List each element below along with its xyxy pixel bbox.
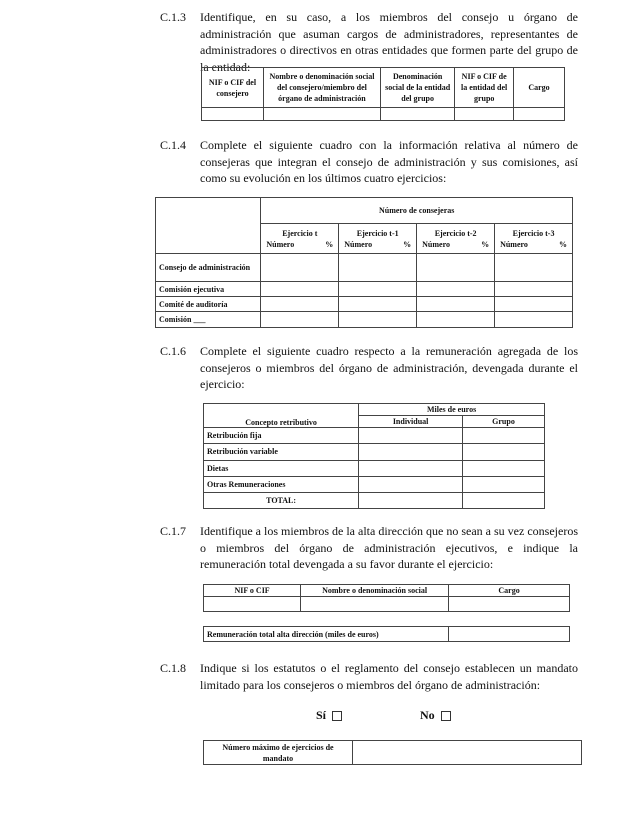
blank-cell[interactable] [202,108,264,121]
blank-cell[interactable] [359,476,463,492]
blank-cell[interactable] [463,428,545,444]
section-text: Complete el siguiente cuadro respecto a la remuneración agregada de los consejeros o miembros del órgano de administración, devengada durante el ejercicio: [200,344,578,391]
blank-cell[interactable] [339,312,417,328]
header-cell: NIF o CIF [204,585,301,597]
table-c17 [203,584,570,612]
col-grupo: Grupo [463,416,545,428]
blank-cell[interactable] [339,254,417,282]
max-value-cell[interactable] [353,741,582,765]
blank-cell[interactable] [359,444,463,460]
blank-cell[interactable] [261,282,339,297]
blank-cell[interactable] [359,428,463,444]
yes-label: Sí [316,708,327,722]
header-cell: Nombre o denominación social del consejero/miembro del órgano de administración [263,68,380,108]
table-c18 [203,740,582,765]
col-individual: Individual [359,416,463,428]
pct-label: % [559,239,567,249]
group-header: Número de consejeras [261,198,573,224]
blank-cell[interactable] [339,297,417,312]
row-label: Comisión ___ [156,312,261,328]
blank-cell[interactable] [339,282,417,297]
blank-cell[interactable] [463,444,545,460]
blank-cell[interactable] [495,312,573,328]
period-label: Ejercicio t-1 [356,228,399,238]
period-label: Ejercicio t-2 [434,228,477,238]
table-c17-total [203,626,570,642]
period-header [261,224,339,254]
section-number: C.1.8 [160,661,187,675]
row-label: Comité de auditoría [156,297,261,312]
table-c16 [203,403,545,509]
period-label: Ejercicio t [282,228,318,238]
row-label: Otras Remuneraciones [204,476,359,492]
table-c13 [201,67,565,121]
no-checkbox-icon[interactable] [441,711,451,721]
blank-cell[interactable] [359,492,463,508]
section-text: Identifique a los miembros de la alta dirección que no sean a su vez consejeros o miembros del órgano de administración ejecutivos, e indique la remuneración total devengada a su favor durante el ejercicio: [200,524,578,571]
table-c14 [155,197,573,328]
blank-corner [156,198,261,254]
num-label: Número [344,239,373,249]
max-label: Número máximo de ejercicios de mandato [204,741,353,765]
blank-cell[interactable] [455,108,514,121]
blank-cell[interactable] [417,312,495,328]
blank-cell[interactable] [417,282,495,297]
section-number: C.1.7 [160,524,187,538]
blank-cell[interactable] [449,597,570,612]
group-header: Miles de euros [359,404,545,416]
section-number: C.1.4 [160,138,187,152]
blank-cell[interactable] [495,282,573,297]
total-label: TOTAL: [204,492,359,508]
blank-cell[interactable] [463,476,545,492]
total-value-cell[interactable] [449,627,570,642]
pct-label: % [325,239,334,249]
concept-header: Concepto retributivo [204,404,359,428]
header-cell: Cargo [449,585,570,597]
blank-cell[interactable] [263,108,380,121]
blank-cell[interactable] [417,254,495,282]
row-label: Consejo de administración [156,254,261,282]
blank-cell[interactable] [417,297,495,312]
row-label: Retribución fija [204,428,359,444]
section-number: C.1.3 [160,10,187,24]
num-label: Número [266,239,295,249]
header-cell: NIF o CIF del consejero [202,68,264,108]
period-header [495,224,573,254]
blank-cell[interactable] [495,254,573,282]
header-cell: Nombre o denominación social [301,585,449,597]
yes-checkbox-icon[interactable] [332,711,342,721]
num-label: Número [422,239,451,249]
blank-cell[interactable] [261,312,339,328]
header-cell: Cargo [514,68,565,108]
blank-cell[interactable] [301,597,449,612]
yes-option[interactable] [316,708,342,723]
period-header [417,224,495,254]
period-label: Ejercicio t-3 [512,228,555,238]
blank-cell[interactable] [463,492,545,508]
blank-cell[interactable] [261,254,339,282]
blank-cell[interactable] [463,460,545,476]
header-cell: Denominación social de la entidad del grupo [380,68,454,108]
section-text: Identifique, en su caso, a los miembros del consejo u órgano de administración que asuman cargos de administradores, representantes de administradores o directivos en otras entidades que formen parte del grupo de la entidad: [200,10,578,74]
no-option[interactable] [420,708,451,723]
header-cell: NIF o CIF de la entidad del grupo [455,68,514,108]
total-label: Remuneración total alta dirección (miles de euros) [204,627,449,642]
section-number: C.1.6 [160,344,187,358]
section-text: Indique si los estatutos o el reglamento del consejo establecen un mandato limitado para los consejeros o miembros del órgano de administración: [200,661,578,692]
period-header [339,224,417,254]
pct-label: % [403,239,412,249]
no-label: No [420,708,435,722]
row-label: Dietas [204,460,359,476]
num-label: Número [500,239,528,249]
pct-label: % [481,239,490,249]
blank-cell[interactable] [204,597,301,612]
blank-cell[interactable] [261,297,339,312]
section-text: Complete el siguiente cuadro con la información relativa al número de consejeras que integran el consejo de administración y sus comisiones, así como su evolución en los últimos cuatro ejercicios: [200,138,578,185]
row-label: Comisión ejecutiva [156,282,261,297]
blank-cell[interactable] [514,108,565,121]
row-label: Retribución variable [204,444,359,460]
blank-cell[interactable] [380,108,454,121]
blank-cell[interactable] [359,460,463,476]
blank-cell[interactable] [495,297,573,312]
